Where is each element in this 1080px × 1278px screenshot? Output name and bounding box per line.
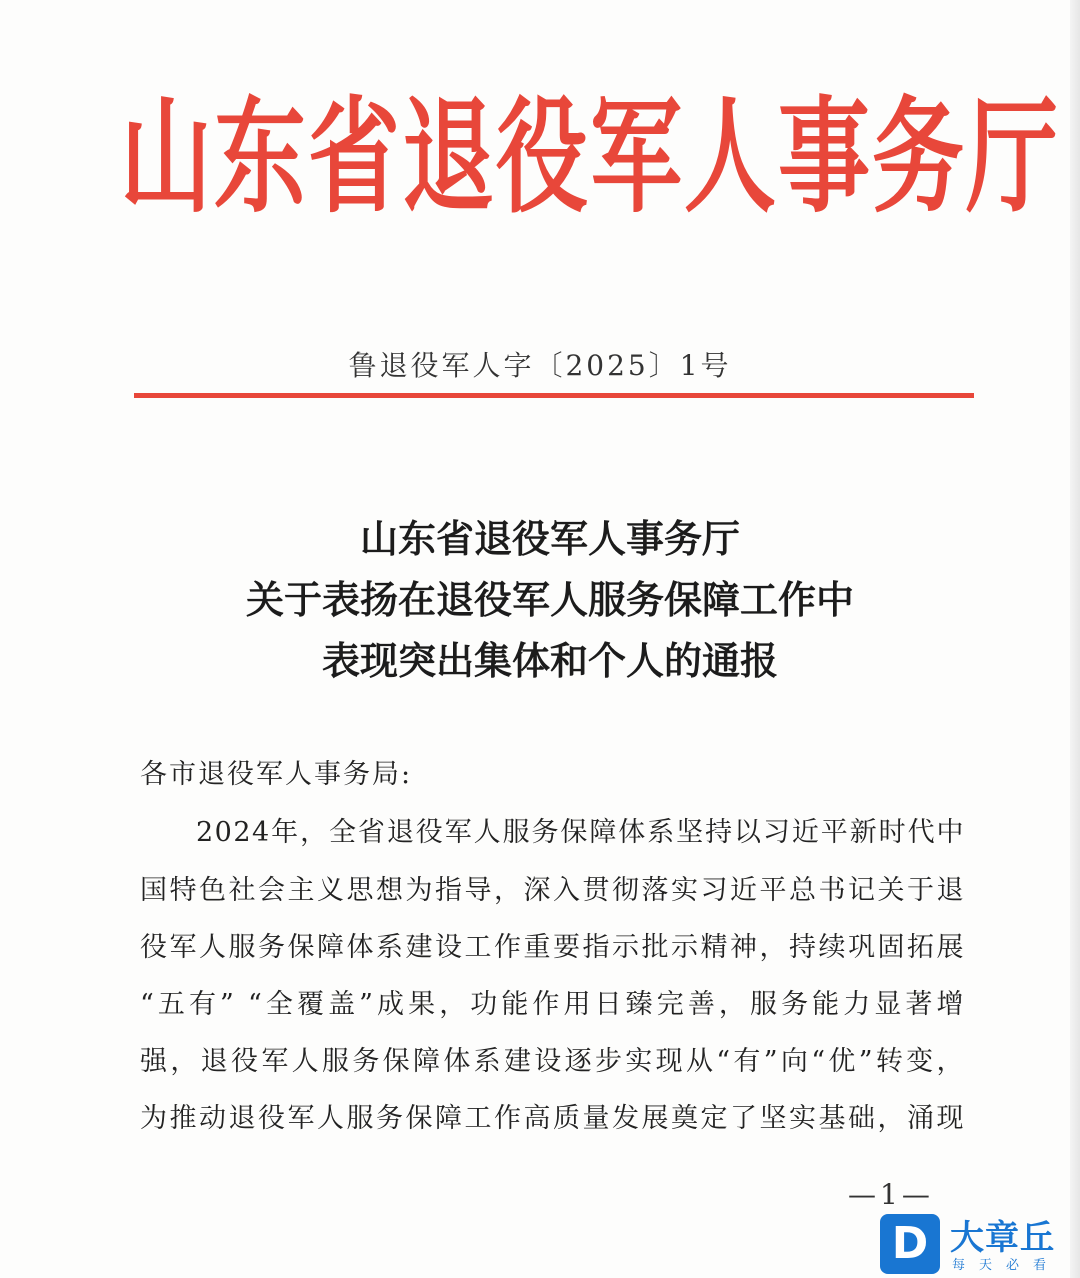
watermark-name: 大章丘: [950, 1218, 1055, 1258]
salutation: 各市退役军人事务局:: [140, 759, 413, 790]
agency-header: 山东省退役军人事务厅: [120, 85, 1061, 230]
page-edge-shadow: [1070, 0, 1080, 1278]
body-line-6: 为推动退役军人服务保障工作高质量发展奠定了坚实基础，涌现: [140, 1103, 965, 1134]
body-line-3: 役军人服务保障体系建设工作重要指示批示精神，持续巩固拓展: [140, 932, 965, 963]
title-line-2: 关于表扬在退役军人服务保障工作中: [245, 577, 854, 622]
title-line-1: 山东省退役军人事务厅: [359, 516, 740, 561]
body-line-1: 2024年，全省退役军人服务保障体系坚持以习近平新时代中: [196, 817, 965, 848]
page-number: —1—: [848, 1178, 934, 1211]
body-line-2: 国特色社会主义思想为指导，深入贯彻落实习近平总书记关于退: [140, 875, 965, 906]
title-line-3: 表现突出集体和个人的通报: [321, 638, 778, 683]
document-number: 鲁退役军人字〔2025〕1号: [348, 349, 732, 382]
watermark-d-icon: D: [880, 1214, 940, 1274]
red-divider-line: [134, 393, 974, 398]
body-line-4: “五有” “全覆盖”成果，功能作用日臻完善，服务能力显著增: [140, 989, 965, 1020]
body-line-5: 强，退役军人服务保障体系建设逐步实现从“有”向“优”转变，: [140, 1046, 965, 1077]
document-title: [120, 508, 980, 691]
watermark-tagline: 每天必看: [952, 1258, 1061, 1273]
watermark-logo: [880, 1210, 1080, 1278]
